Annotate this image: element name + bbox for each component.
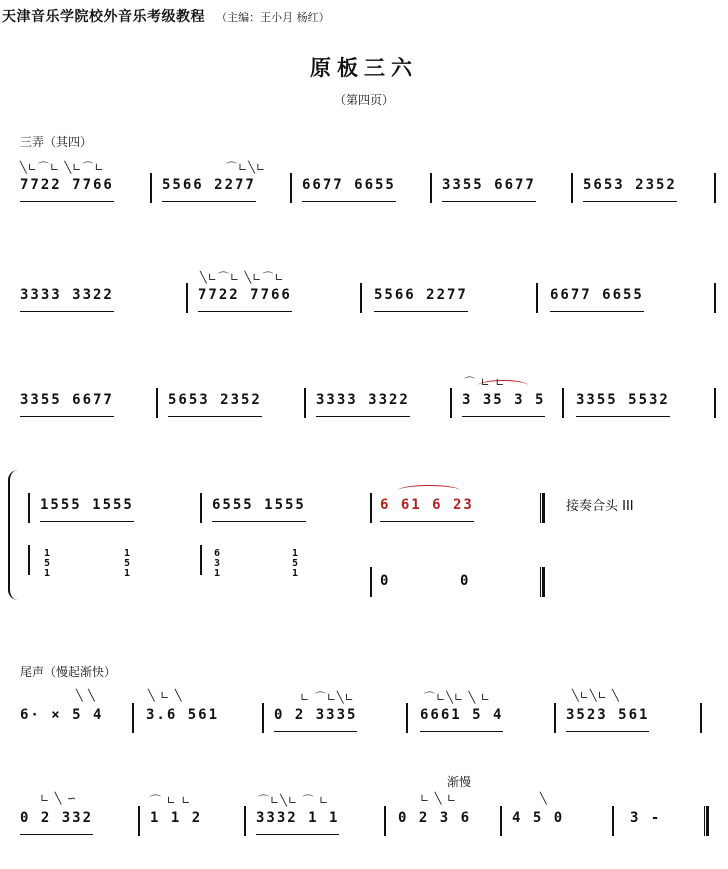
bar-line (370, 567, 372, 597)
ornament-marks: ∟ ⌒∟╲∟ (300, 691, 355, 704)
bar-line (28, 493, 30, 523)
measure: 3355 6677 (20, 392, 114, 417)
bar-line (714, 283, 716, 313)
chord-note: 6 (213, 548, 221, 559)
rest-zero: 0 (460, 573, 469, 589)
score-line-5 (0, 687, 728, 747)
bar-line (430, 173, 432, 203)
chord-note: 5 (291, 558, 299, 569)
bar-line (562, 388, 564, 418)
ornament-marks: ╲∟⌒∟ ╲∟⌒∟ (20, 161, 105, 174)
ornament-marks: ∟ ╲ ∟ (420, 792, 458, 805)
measure: 7722 7766 (20, 177, 114, 202)
ornament-marks: ╲ ∟ ╲ (148, 689, 183, 702)
chord-note: 1 (43, 548, 51, 559)
tempo-mark: 渐慢 (447, 775, 472, 789)
slur-arc (478, 380, 528, 391)
measure: 3355 6677 (442, 177, 536, 202)
measure: 5566 2277 (374, 287, 468, 312)
bar-line (290, 173, 292, 203)
bar-line (150, 173, 152, 203)
measure: 3332 1 1 (256, 810, 339, 835)
bar-line (612, 806, 614, 836)
bar-line (200, 493, 202, 523)
bar-line (186, 283, 188, 313)
measure: 5653 2352 (583, 177, 677, 202)
score-line-1 (0, 157, 728, 217)
double-bar-line (540, 493, 545, 523)
chord-stack (290, 549, 300, 579)
chord-note: 1 (291, 548, 299, 559)
bar-line (384, 806, 386, 836)
ornament-marks: ⌒∟╲∟ ╲ ∟ (424, 691, 491, 704)
bar-line (554, 703, 556, 733)
bar-line (28, 545, 30, 575)
measure: 1 1 2 (150, 810, 203, 826)
document-header (2, 6, 330, 26)
chord-note: 1 (213, 568, 221, 579)
score-line-4-lower (0, 545, 728, 605)
coda-instruction: 接奏合头 III (566, 499, 634, 514)
bar-line (714, 173, 716, 203)
ornament-marks: ⌒ ∟ ∟ (150, 794, 192, 807)
measure: 0 2 3335 (274, 707, 357, 732)
bar-line (138, 806, 140, 836)
chord-stack (212, 549, 222, 579)
measure: 3 - (630, 810, 662, 826)
chord-note: 3 (213, 558, 221, 569)
score-line-6 (0, 790, 728, 850)
measure: 6677 6655 (302, 177, 396, 202)
measure: 6661 5 4 (420, 707, 503, 732)
measure: 5653 2352 (168, 392, 262, 417)
section-label-sannong: 三弄（其四） (20, 135, 93, 149)
bar-line (262, 703, 264, 733)
piece-title: 原板三六 (310, 56, 418, 80)
measure: 3333 3322 (316, 392, 410, 417)
rest-zero: 0 (380, 573, 389, 589)
bar-line (571, 173, 573, 203)
final-double-bar-line (704, 806, 709, 836)
measure: 1555 1555 (40, 497, 134, 522)
bar-line (406, 703, 408, 733)
chord-note: 1 (123, 568, 131, 579)
measure: 6677 6655 (550, 287, 644, 312)
measure: 3 35 3 5 (462, 392, 545, 417)
chord-stack (122, 549, 132, 579)
bar-line (244, 806, 246, 836)
measure: 3.6 561 (146, 707, 220, 723)
measure: 3333 3322 (20, 287, 114, 312)
bar-line (714, 388, 716, 418)
ornament-marks: ╲ ╲ (76, 689, 96, 702)
bar-line (304, 388, 306, 418)
score-line-2 (0, 267, 728, 327)
ornament-marks: ⌒ ∟ ∟ (464, 376, 506, 389)
ornament-marks: ⌒∟╲∟ (226, 161, 267, 174)
bar-line (200, 545, 202, 575)
bar-line (360, 283, 362, 313)
ornament-marks: ╲∟╲∟ ╲ (572, 689, 620, 702)
bar-line (370, 493, 372, 523)
bar-line (450, 388, 452, 418)
editors-note: （主编：王小月 杨红） (216, 11, 330, 24)
bar-line (132, 703, 134, 733)
school-name: 天津音乐学院校外音乐考级教程 (2, 9, 205, 25)
chord-note: 1 (43, 568, 51, 579)
measure: 0 2 332 (20, 810, 93, 835)
score-line-3 (0, 372, 728, 432)
measure: 4 5 0 (512, 810, 565, 826)
chord-note: 5 (123, 558, 131, 569)
chord-stack (42, 549, 52, 579)
double-bar-line (540, 567, 545, 597)
measure: 0 2 3 6 (398, 810, 472, 826)
bar-line (156, 388, 158, 418)
bar-line (536, 283, 538, 313)
measure: 6555 1555 (212, 497, 306, 522)
chord-note: 1 (123, 548, 131, 559)
measure: 6· × 5 4 (20, 707, 104, 723)
bar-line (500, 806, 502, 836)
measure: 3523 561 (566, 707, 649, 732)
ornament-marks: ⌒∟╲∟ ⌒ ∟ (258, 794, 330, 807)
chord-note: 5 (43, 558, 51, 569)
ornament-marks: ╲ (540, 792, 548, 805)
slur-arc (398, 485, 460, 496)
measure: 6 61 6 23 (380, 497, 474, 522)
section-label-weisheng: 尾声（慢起渐快） (20, 665, 117, 679)
ornament-marks: ∟ ╲ ∽ (40, 792, 78, 805)
ornament-marks: ╲∟⌒∟ ╲∟⌒∟ (200, 271, 285, 284)
page-number: （第四页） (333, 93, 394, 107)
measure: 7722 7766 (198, 287, 292, 312)
measure: 3355 5532 (576, 392, 670, 417)
measure: 5566 2277 (162, 177, 256, 202)
chord-note: 1 (291, 568, 299, 579)
bar-line (700, 703, 702, 733)
